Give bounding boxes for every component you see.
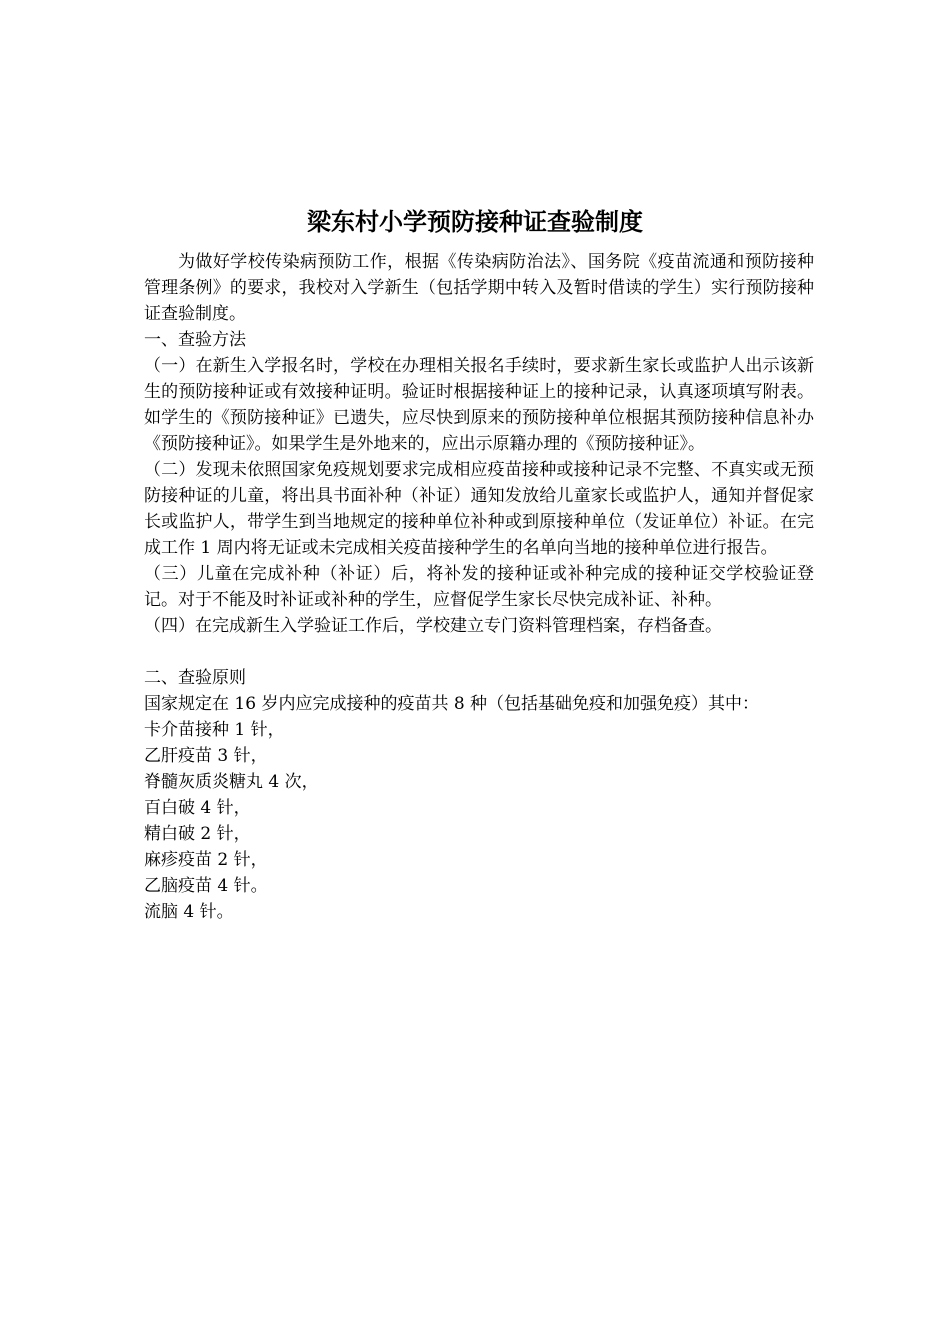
method-item-1: （一）在新生入学报名时，学校在办理相关报名手续时，要求新生家长或监护人出示该新生的预防接种证或有效接种证明。验证时根据接种证上的接种记录，认真逐项填写附表。如学生的《预防接种证》已遗失，应尽快到原来的预防接种单位根据其预防接种信息补办《预防接种证》。如果学生是外地来的，应出示原籍办理的《预防接种证》。: [144, 356, 814, 454]
vaccine-item-hepb: 乙肝疫苗 3 针，: [144, 746, 268, 766]
document-body: [144, 249, 814, 925]
vaccine-item-dt: 精白破 2 针，: [144, 824, 251, 844]
document-title: 梁东村小学预防接种证查验制度: [307, 208, 643, 236]
intro-paragraph: 为做好学校传染病预防工作，根据《传染病防治法》、国务院《疫苗流通和预防接种管理条例》的要求，我校对入学新生（包括学期中转入及暂时借读的学生）实行预防接种证查验制度。: [144, 252, 814, 324]
vaccine-item-polio: 脊髓灰质炎糖丸 4 次，: [144, 772, 319, 792]
vaccine-item-mening: 流脑 4 针。: [144, 902, 234, 922]
section-heading-methods: 一、查验方法: [144, 330, 246, 350]
method-item-4: （四）在完成新生入学验证工作后，学校建立专门资料管理档案，存档备查。: [144, 616, 722, 636]
section-heading-principles: 二、查验原则: [144, 668, 246, 688]
method-item-2: （二）发现未依照国家免疫规划要求完成相应疫苗接种或接种记录不完整、不真实或无预防接种证的儿童，将出具书面补种（补证）通知发放给儿童家长或监护人，通知并督促家长或监护人，带学生到当地规定的接种单位补种或到原接种单位（发证单位）补证。在完成工作 1 周内将无证或未完成相关疫苗接种学生的名单向当地的接种单位进行报告。: [144, 460, 814, 558]
vaccine-item-je: 乙脑疫苗 4 针。: [144, 876, 268, 896]
vaccine-item-dtp: 百白破 4 针，: [144, 798, 251, 818]
blank-line: [144, 639, 814, 665]
vaccine-item-measles: 麻疹疫苗 2 针，: [144, 850, 268, 870]
principles-lead: 国家规定在 16 岁内应完成接种的疫苗共 8 种（包括基础免疫和加强免疫）其中：: [144, 694, 760, 714]
vaccine-item-bcg: 卡介苗接种 1 针，: [144, 720, 285, 740]
method-item-3: （三）儿童在完成补种（补证）后，将补发的接种证或补种完成的接种证交学校验证登记。对于不能及时补证或补种的学生，应督促学生家长尽快完成补证、补种。: [144, 564, 814, 610]
